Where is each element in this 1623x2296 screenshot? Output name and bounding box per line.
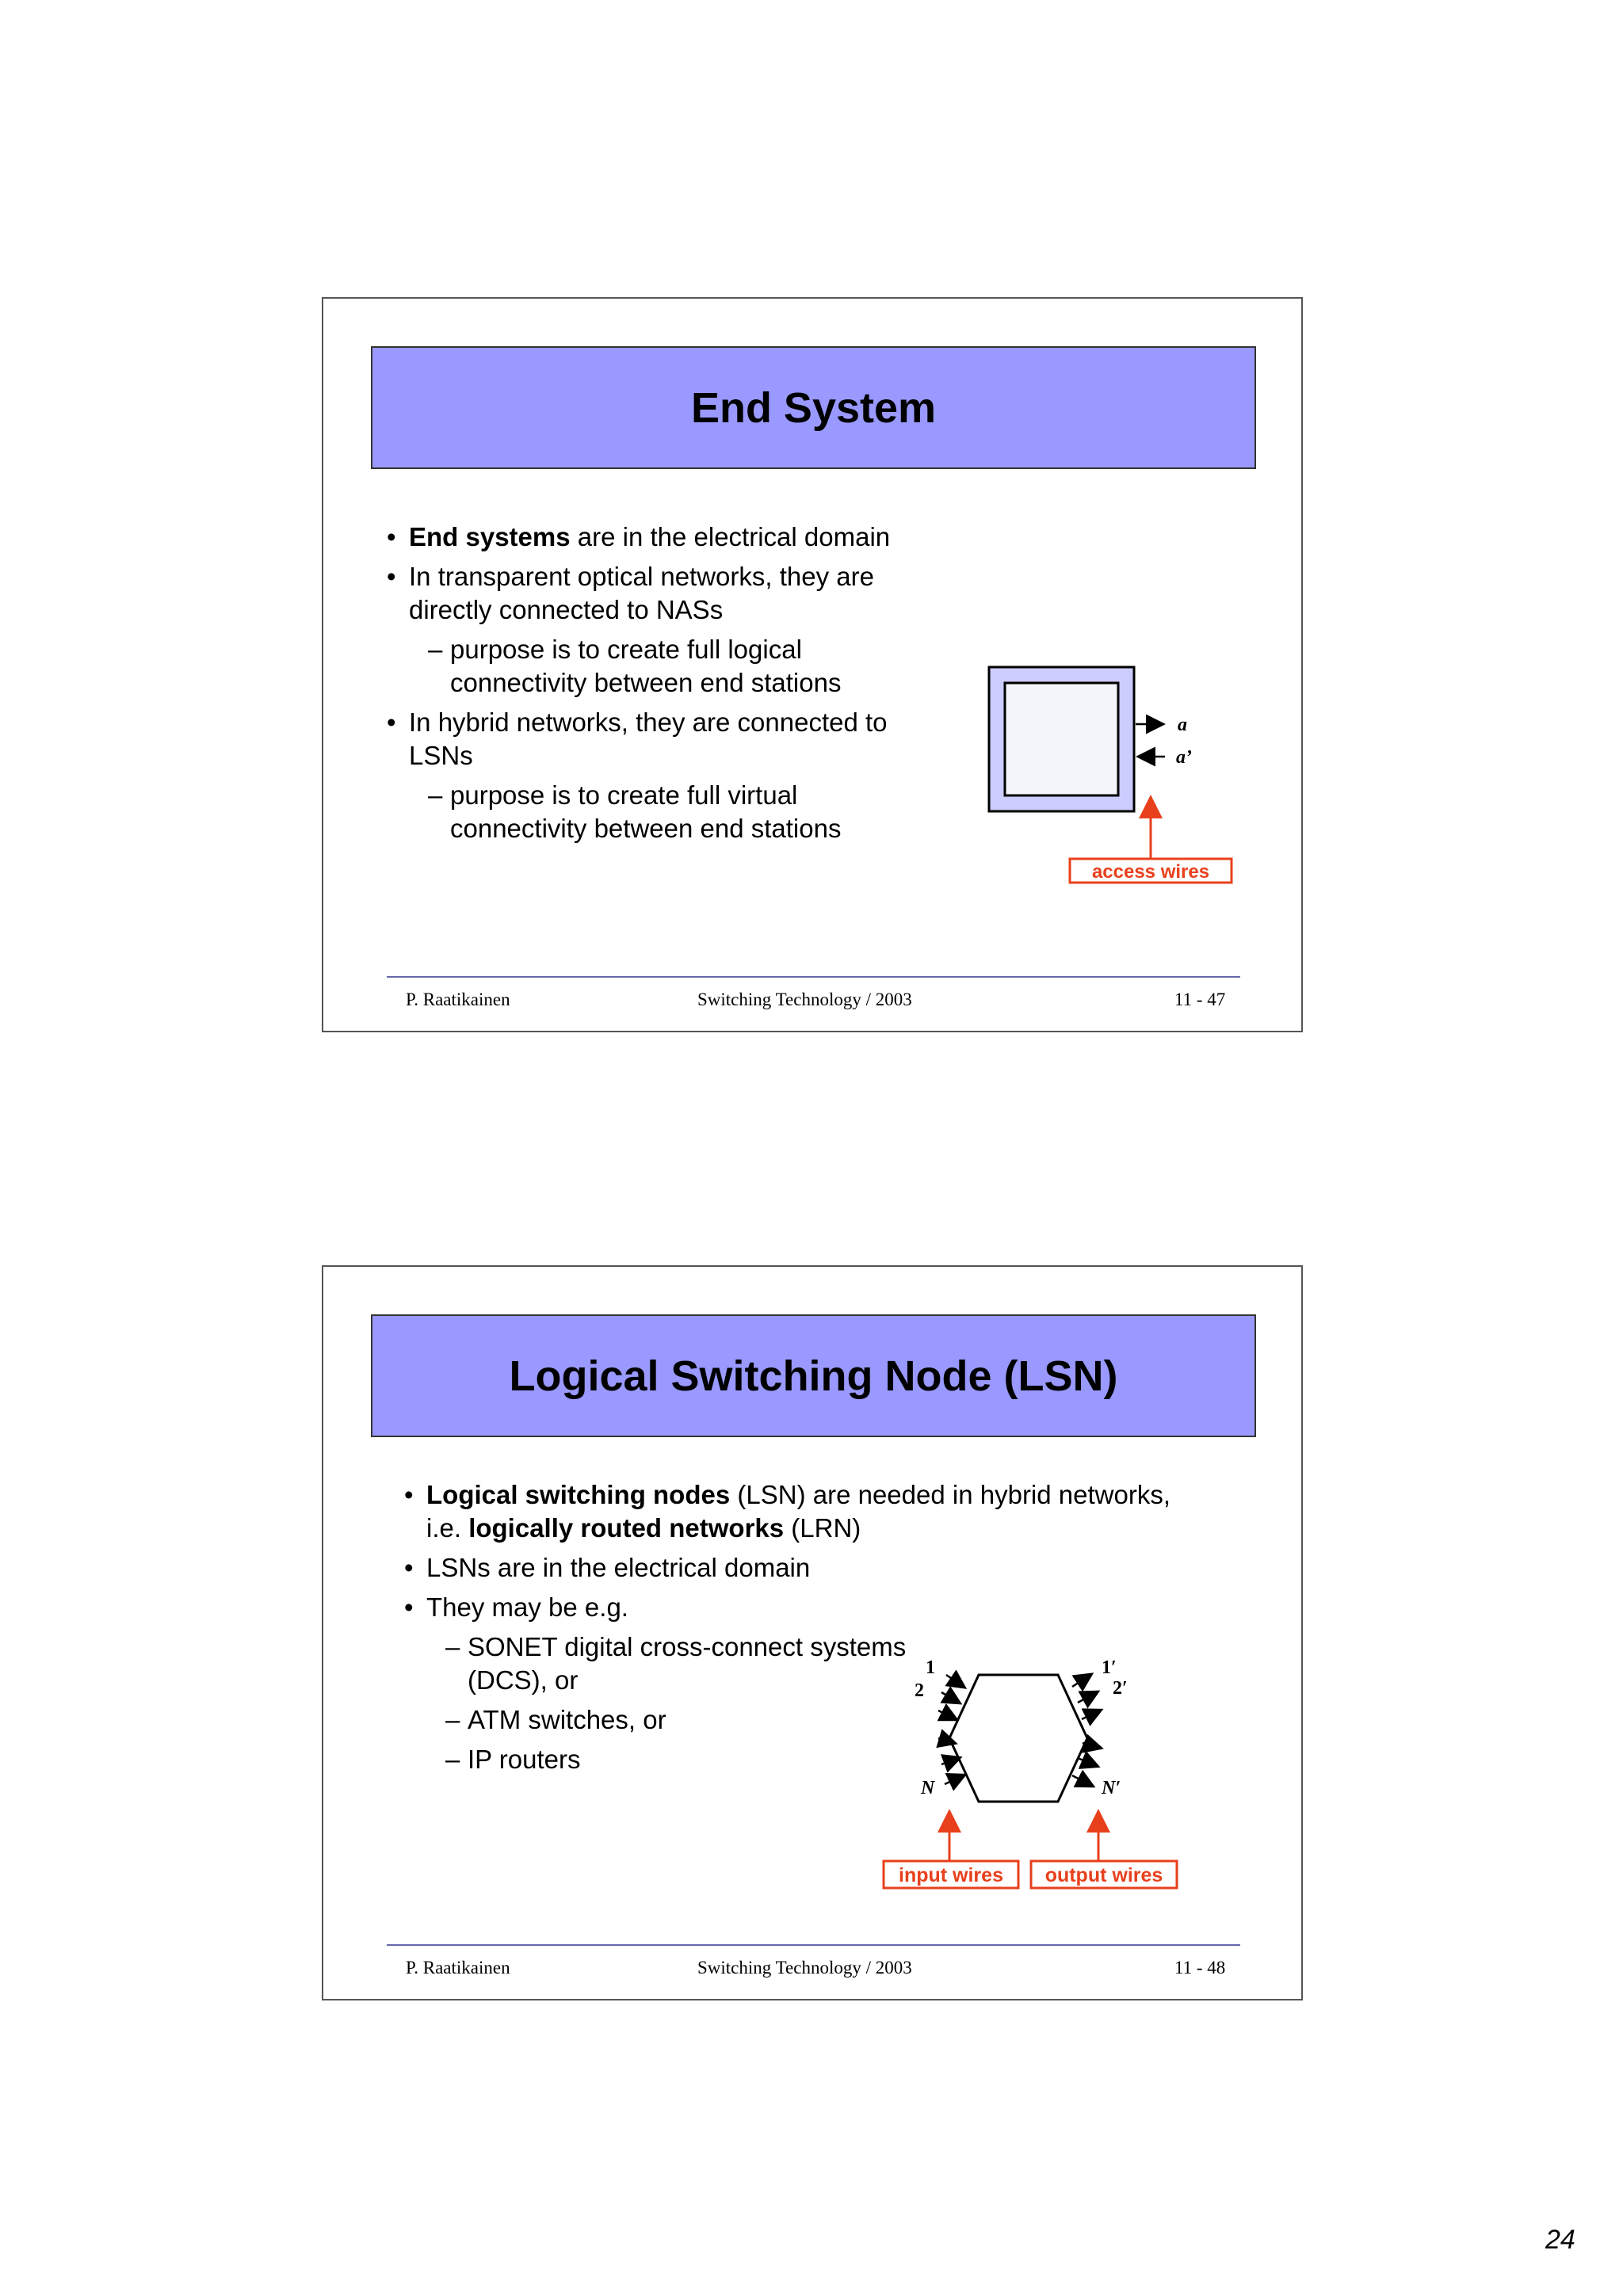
slide-title-box <box>371 1314 1256 1437</box>
bullet-text: LSNs <box>409 741 473 770</box>
sub-bullet-text: connectivity between end stations <box>450 814 842 843</box>
sub-bullet-text: SONET digital cross-connect systems <box>468 1632 907 1661</box>
footer-divider <box>387 1944 1240 1946</box>
dash-marker: – <box>445 1705 460 1734</box>
dash-marker: – <box>445 1745 460 1774</box>
sub-bullet-item <box>387 633 957 700</box>
sub-bullet-text: purpose is to create full logical <box>450 635 802 664</box>
dash-marker: – <box>445 1632 460 1661</box>
end-system-diagram <box>981 663 1243 885</box>
label-a-prime: a’ <box>1176 747 1192 768</box>
sub-bullet-text: ATM switches, or <box>468 1705 666 1734</box>
bullet-text: LSNs are in the electrical domain <box>426 1553 811 1582</box>
bullet-item <box>404 1551 1260 1585</box>
input-label-2: 2 <box>915 1680 924 1701</box>
bullet-item <box>404 1478 1260 1545</box>
label-a: a <box>1178 715 1187 735</box>
bullet-text: are in the electrical domain <box>570 522 891 551</box>
sub-bullet-text: IP routers <box>468 1745 581 1774</box>
footer-slide-number: 11 - 48 <box>1174 1958 1226 1978</box>
callout-output-wires: output wires <box>1044 1864 1163 1886</box>
footer-course: Switching Technology / 2003 <box>697 990 912 1009</box>
input-label-1: 1 <box>926 1657 935 1678</box>
sub-bullet-text: purpose is to create full virtual <box>450 780 798 810</box>
slide-logical-switching-node <box>322 1265 1303 2000</box>
bullet-bold-term: End systems <box>409 522 571 551</box>
sub-bullet-text: connectivity between end stations <box>450 668 842 697</box>
lsn-diagram <box>899 1651 1227 1905</box>
callout-input-wires: input wires <box>899 1864 1003 1886</box>
output-label-n: N′ <box>1102 1778 1121 1798</box>
bullet-list <box>387 521 957 852</box>
bullet-text: i.e. <box>426 1513 469 1543</box>
bullet-item <box>387 521 957 554</box>
bullet-text: (LSN) are needed in hybrid networks, <box>730 1480 1170 1509</box>
slide-title: Logical Switching Node (LSN) <box>509 1352 1118 1400</box>
lsn-hexagon <box>949 1675 1087 1802</box>
callout-access-wires: access wires <box>1091 861 1210 883</box>
output-label-2: 2′ <box>1113 1678 1128 1699</box>
bullet-bold-term: Logical switching nodes <box>426 1480 731 1509</box>
slide-title: End System <box>690 383 937 432</box>
bullet-bold-term: logically routed networks <box>468 1513 785 1543</box>
bullet-item <box>387 560 957 627</box>
footer-author: P. Raatikainen <box>406 1958 510 1978</box>
page-number: 24 <box>1545 2225 1575 2255</box>
bullet-text: (LRN) <box>784 1513 861 1543</box>
footer-author: P. Raatikainen <box>406 990 510 1009</box>
sub-bullet-text: (DCS), or <box>468 1665 579 1695</box>
bullet-text: directly connected to NASs <box>409 595 724 624</box>
footer-course: Switching Technology / 2003 <box>697 1958 912 1978</box>
footer-slide-number: 11 - 47 <box>1174 990 1226 1009</box>
slide-title-box <box>371 346 1256 469</box>
bullet-item <box>387 706 957 772</box>
dash-marker: – <box>428 635 443 664</box>
output-label-1: 1′ <box>1102 1657 1117 1678</box>
bullet-item <box>404 1591 1260 1624</box>
bullet-text: They may be e.g. <box>426 1592 628 1622</box>
bullet-text: • In transparent optical networks, they are <box>409 562 874 591</box>
end-system-inner-box <box>1005 683 1118 795</box>
slide-end-system <box>322 297 1303 1032</box>
bullet-text: • In hybrid networks, they are connected to <box>409 707 888 737</box>
dash-marker: – <box>428 780 443 810</box>
footer-divider <box>387 976 1240 978</box>
sub-bullet-item <box>387 779 957 845</box>
input-label-n: N <box>921 1778 935 1798</box>
